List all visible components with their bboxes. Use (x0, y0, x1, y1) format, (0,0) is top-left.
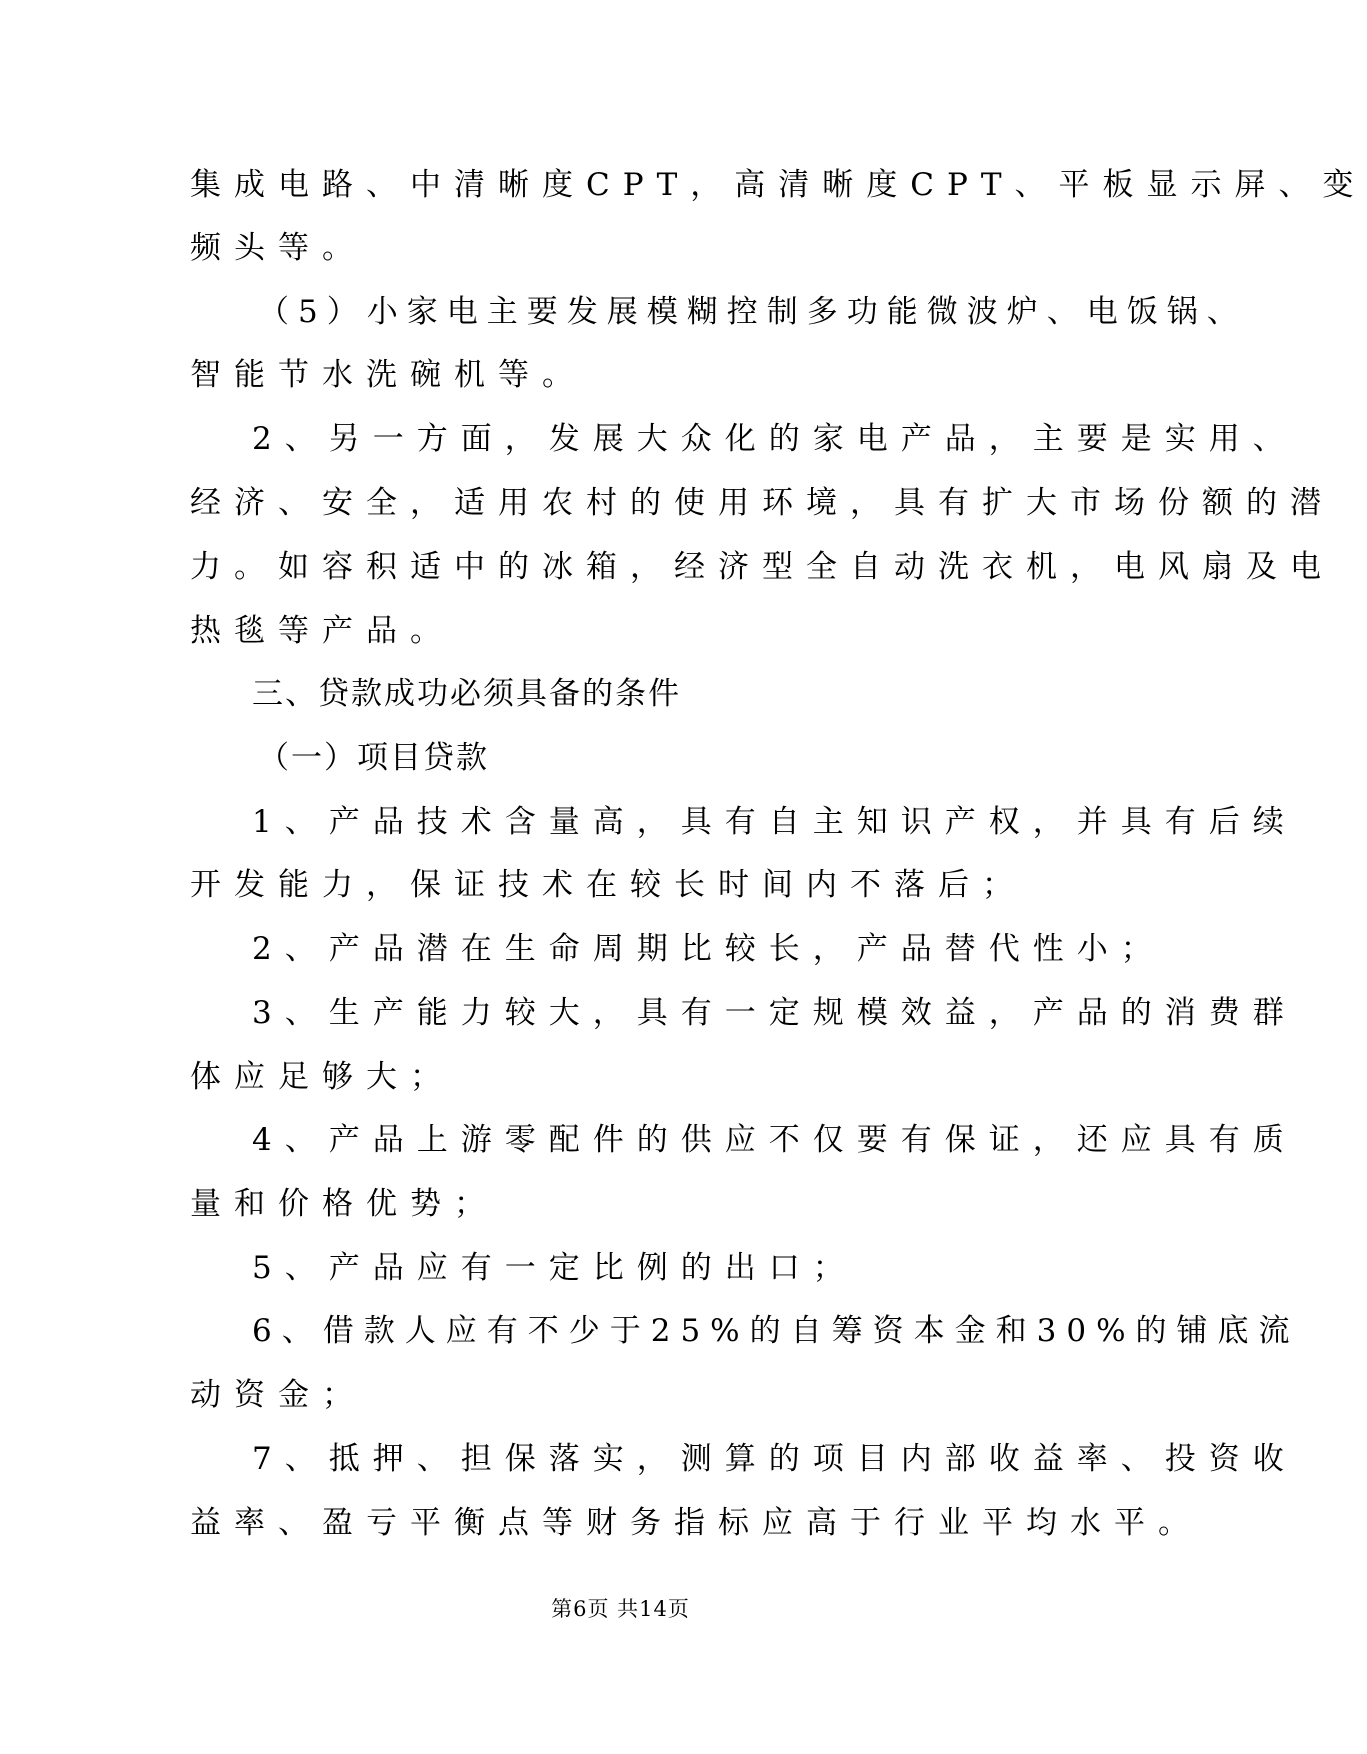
text-line-12: 开发能力，保证技术在较长时间内不落后； (190, 867, 1026, 903)
text-line-18: 5、产品应有一定比例的出口； (252, 1250, 857, 1286)
text-line-14: 3、生产能力较大，具有一定规模效益，产品的消费群 (252, 995, 1297, 1031)
text-line-19: 6、借款人应有不少于25%的自筹资本金和30%的铺底流 (252, 1313, 1300, 1349)
text-line-22: 益率、盈亏平衡点等财务指标应高于行业平均水平。 (190, 1505, 1202, 1541)
text-line-21: 7、抵押、担保落实，测算的项目内部收益率、投资收 (252, 1441, 1297, 1477)
text-line-4: 智能节水洗碗机等。 (190, 357, 586, 393)
text-line-16: 4、产品上游零配件的供应不仅要有保证，还应具有质 (252, 1122, 1297, 1158)
section-heading: 三、贷款成功必须具备的条件 (252, 676, 681, 712)
text-line-11: 1、产品技术含量高，具有自主知识产权，并具有后续 (252, 804, 1297, 840)
text-line-15: 体应足够大； (190, 1059, 454, 1095)
text-line-20: 动资金； (190, 1377, 366, 1413)
page-footer: 第6页 共14页 (551, 1597, 690, 1621)
text-line-5: 2、另一方面，发展大众化的家电产品，主要是实用、 (252, 421, 1297, 457)
text-line-1: 集成电路、中清晰度CPT，高清晰度CPT、平板显示屏、变 (190, 167, 1367, 203)
text-line-3: （5）小家电主要发展模糊控制多功能微波炉、电饭锅、 (258, 294, 1247, 330)
subsection-heading: （一）项目贷款 (258, 740, 489, 776)
text-line-6: 经济、安全，适用农村的使用环境，具有扩大市场份额的潜 (190, 485, 1334, 521)
text-line-2: 频头等。 (190, 230, 366, 266)
text-line-7: 力。如容积适中的冰箱，经济型全自动洗衣机，电风扇及电 (190, 549, 1334, 585)
text-line-13: 2、产品潜在生命周期比较长，产品替代性小； (252, 931, 1165, 967)
text-line-17: 量和价格优势； (190, 1186, 498, 1222)
text-line-8: 热毯等产品。 (190, 613, 454, 649)
